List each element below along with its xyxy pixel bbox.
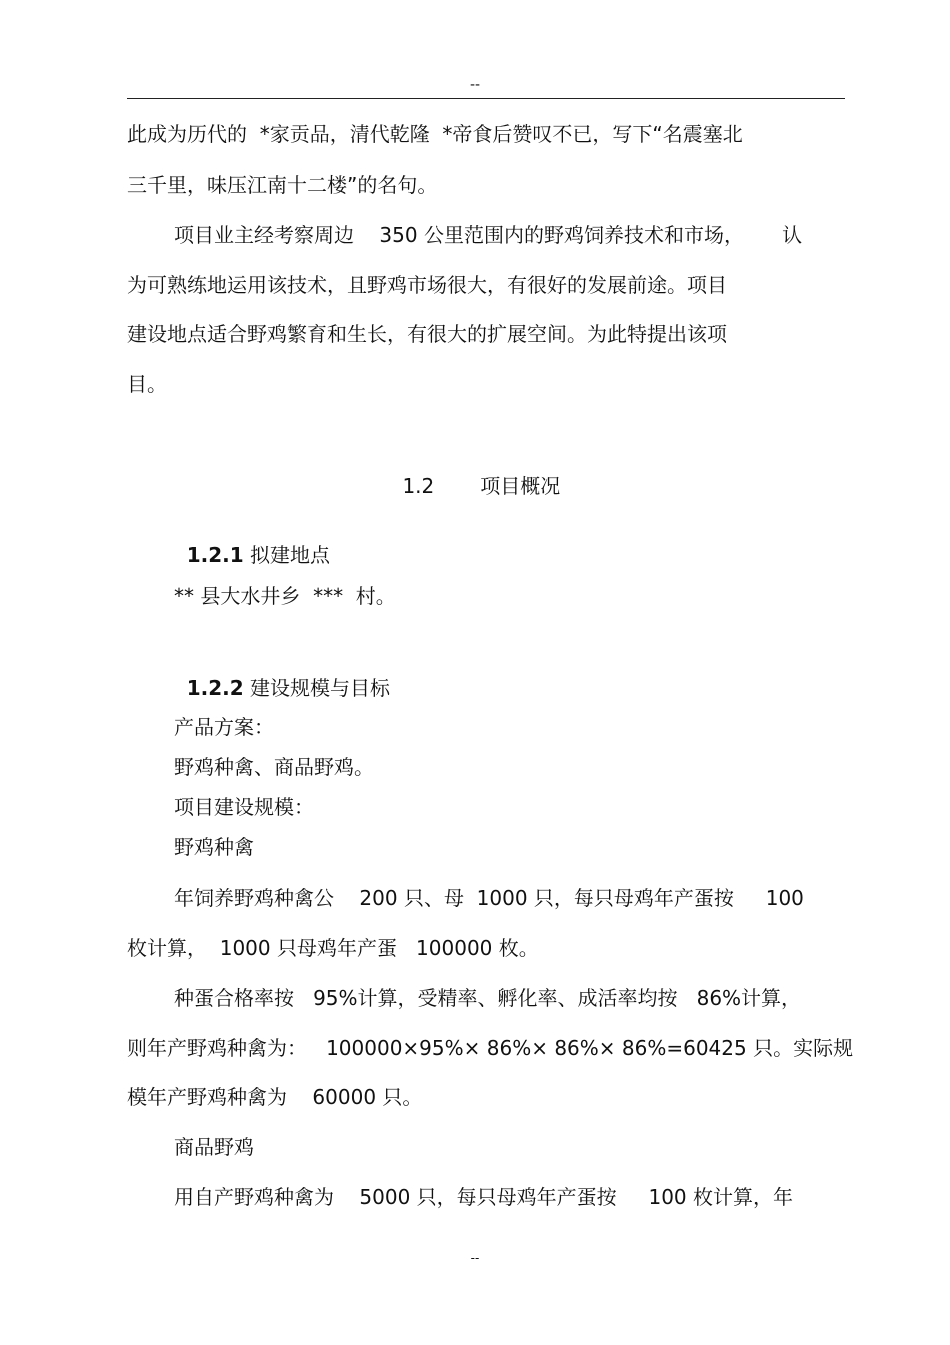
paragraph-line: 种蛋合格率按 95%计算，受精率、孵化率、成活率均按 86%计算， — [174, 986, 802, 1010]
paragraph-line: 模年产野鸡种禽为 60000 只。 — [127, 1085, 423, 1109]
paragraph-line: 为可熟练地运用该技术，且野鸡市场很大，有很好的发展前途。项目 — [127, 273, 727, 297]
subsection-heading-1-2-2 — [174, 646, 390, 702]
text-line: 项目建设规模： — [174, 795, 314, 819]
paragraph-line: 项目业主经考察周边 350 公里范围内的野鸡饲养技术和市场， 认 — [174, 223, 803, 247]
location-text: ** 县大水井乡 *** 村。 — [174, 584, 396, 608]
paragraph-line: 建设地点适合野鸡繁育和生长，有很大的扩展空间。为此特提出该项 — [127, 322, 727, 346]
subsection-title: 建设规模与目标 — [250, 676, 391, 700]
text-line: 野鸡种禽 — [174, 835, 254, 859]
header-rule — [127, 98, 845, 99]
section-number: 1.2 — [402, 474, 435, 498]
subsection-title: 拟建地点 — [250, 543, 331, 567]
text-line: 产品方案： — [174, 715, 274, 739]
paragraph-line: 目。 — [127, 372, 167, 396]
paragraph-line: 三千里，味压江南十二楼”的名句。 — [127, 173, 438, 197]
text-line: 商品野鸡 — [174, 1135, 254, 1159]
subsection-number: 1.2.1 — [186, 543, 244, 567]
text-line: 野鸡种禽、商品野鸡。 — [174, 755, 374, 779]
paragraph-line: 此成为历代的 *家贡品，清代乾隆 *帝食后赞叹不已，写下“名震塞北 — [127, 122, 743, 146]
paragraph-line: 则年产野鸡种禽为： 100000×95%× 86%× 86%× 86%=60425 只。实际规 — [127, 1036, 854, 1060]
paragraph-line: 年饲养野鸡种禽公 200 只、母 1000 只，每只母鸡年产蛋按 100 — [174, 886, 804, 910]
section-heading-1-2 — [0, 444, 950, 500]
page-header-mark: -- — [469, 77, 481, 93]
paragraph-line: 枚计算， 1000 只母鸡年产蛋 100000 枚。 — [127, 936, 539, 960]
paragraph-line: 用自产野鸡种禽为 5000 只，每只母鸡年产蛋按 100 枚计算，年 — [174, 1185, 794, 1209]
page-footer-mark: -- — [470, 1251, 480, 1265]
subsection-heading-1-2-1 — [174, 513, 330, 569]
section-title: 项目概况 — [480, 474, 561, 498]
subsection-number: 1.2.2 — [186, 676, 244, 700]
